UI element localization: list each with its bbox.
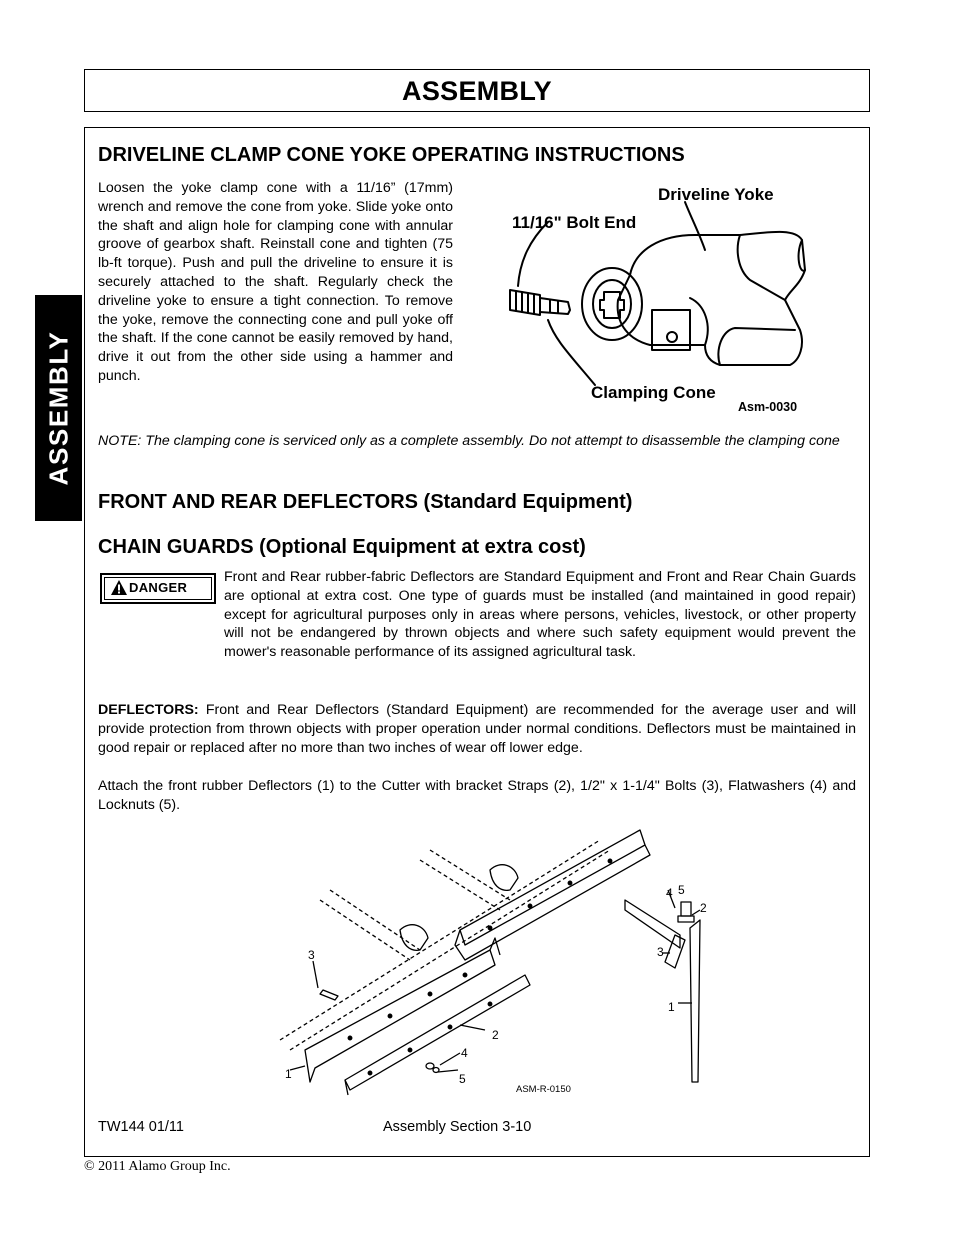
side-tab — [35, 295, 82, 521]
driveline-yoke-label: Driveline Yoke — [658, 185, 774, 204]
footer-doc-id: TW144 01/11 — [98, 1119, 184, 1135]
danger-label: DANGER — [129, 580, 188, 595]
deflectors-paragraph — [98, 701, 856, 757]
attach-instructions: Attach the front rubber Deflectors (1) to the Cutter with bracket Straps (2), 1/2" x 1-1/4" Bolts (3), Flatwashers (4) and Locknuts (5). — [98, 778, 856, 813]
bolt-end-label: 11/16" Bolt End — [512, 213, 637, 232]
section-title-deflectors: FRONT AND REAR DEFLECTORS (Standard Equipment) — [98, 491, 633, 513]
deflector-figure-code: ASM-R-0150 — [516, 1084, 571, 1095]
figure-code: Asm-0030 — [738, 400, 798, 414]
deflector-figure — [260, 820, 720, 1105]
callout-3-right: 3 — [657, 945, 664, 959]
deflectors-label: DEFLECTORS: — [98, 702, 199, 718]
copyright: © 2011 Alamo Group Inc. — [84, 1159, 231, 1174]
section-title-chain-guards: CHAIN GUARDS (Optional Equipment at extra cost) — [98, 536, 586, 558]
driveline-yoke-figure — [500, 180, 820, 420]
callout-2-right: 2 — [700, 901, 707, 915]
page-title: ASSEMBLY — [402, 76, 552, 106]
driveline-instructions: Loosen the yoke clamp cone with a 11/16” (17mm) wrench and remove the cone from yoke. Slide yoke onto the shaft and align hole for clamping cone with annular groove of gearbox shaft. Reinstall cone and tighten (75 lb-ft torque). Push and pull the driveline to ensure it is securely attached to the shaft. Regularly check the driveline yoke to ensure a tight connection. To remove the yoke, remove the connecting cone and pull yoke off the shaft. If the cone cannot be easily removed by hand, drive it out from the other side using a hammer and punch. — [98, 180, 453, 384]
callout-3-left: 3 — [308, 948, 315, 962]
callout-2-left: 2 — [492, 1028, 499, 1042]
callout-1-left: 1 — [285, 1067, 292, 1081]
warning-triangle-icon — [110, 579, 128, 596]
callout-4-left: 4 — [461, 1046, 468, 1060]
clamping-cone-note: NOTE: The clamping cone is serviced only as a complete assembly. Do not attempt to disassemble the clamping cone — [98, 433, 840, 449]
callout-5-left: 5 — [459, 1072, 466, 1086]
side-tab-label: ASSEMBLY — [43, 330, 73, 486]
callout-5-right: 5 — [678, 883, 685, 897]
callout-1-right: 1 — [668, 1000, 675, 1014]
deflectors-text: Front and Rear Deflectors (Standard Equipment) are recommended for the average user and will provide protection from thrown objects with proper operation under normal conditions. Deflectors must be maintained in good repair or replaced after no more than two inches of wear off lower edge. — [98, 702, 856, 756]
page-header — [84, 69, 870, 112]
danger-text: Front and Rear rubber-fabric Deflectors are Standard Equipment and Front and Rear Chain Guards are optional at extra cost. One type of guards must be installed (and maintained in good repair) except for agricultural purposes only in areas where persons, vehicles, livestock, or other property will not be endangered by thrown objects and where such safety equipment would prevent the mower's reasonable performance of its assigned agricultural task. — [224, 569, 856, 661]
footer-section: Assembly Section 3-10 — [383, 1119, 532, 1135]
section-title-driveline: DRIVELINE CLAMP CONE YOKE OPERATING INSTRUCTIONS — [98, 144, 685, 166]
deflector-drawing — [260, 820, 720, 1105]
danger-badge — [100, 573, 216, 604]
callout-4-right: 4 — [666, 886, 673, 900]
clamping-cone-label: Clamping Cone — [591, 383, 716, 402]
